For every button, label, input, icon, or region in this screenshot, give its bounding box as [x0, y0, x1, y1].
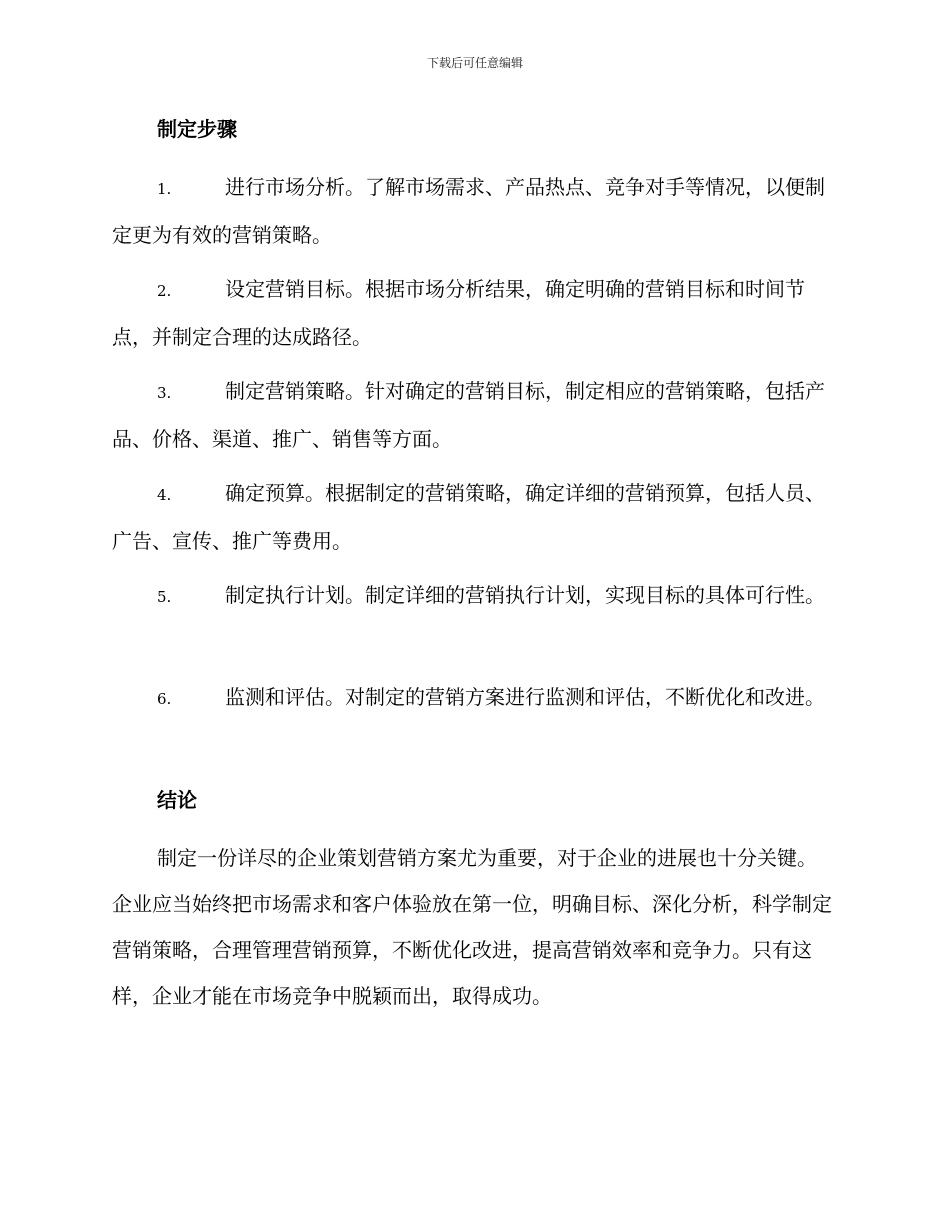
list-item-number: 3. — [157, 384, 172, 402]
list-item-number: 4. — [157, 486, 172, 504]
list-item-number: 2. — [157, 282, 172, 300]
list-item-text: 制定营销策略。针对确定的营销目标，制定相应的营销策略，包括产品、价格、渠道、推广、销售等方面。 — [112, 379, 825, 451]
conclusion-paragraph: 制定一份详尽的企业策划营销方案尤为重要，对于企业的进展也十分关键。企业应当始终把市场需求和客户体验放在第一位，明确目标、深化分析，科学制定营销策略，合理管理营销预算，不断优化改进，提高营销效率和竞争力。只有这样，企业才能在市场竞争中脱颖而出，取得成功。 — [112, 846, 832, 1008]
list-item-text: 进行市场分析。了解市场需求、产品热点、竞争对手等情况，以便制定更为有效的营销策略。 — [112, 175, 825, 247]
list-item-number: 1. — [157, 180, 172, 198]
list-item — [112, 470, 834, 564]
list-item-text: 确定预算。根据制定的营销策略，确定详细的营销预算，包括人员、广告、宣传、推广等费用。 — [112, 481, 825, 553]
section-heading-conclusion: 结论 — [157, 788, 197, 812]
page-header: 下载后可任意编辑 — [426, 56, 523, 70]
list-item — [112, 572, 834, 620]
list-item-number: 6. — [157, 690, 172, 708]
list-item — [112, 674, 834, 722]
list-item-number: 5. — [157, 588, 172, 606]
list-item-text: 制定执行计划。制定详细的营销执行计划，实现目标的具体可行性。 — [225, 583, 825, 607]
list-item — [112, 368, 834, 462]
list-item-text: 设定营销目标。根据市场分析结果，确定明确的营销目标和时间节点，并制定合理的达成路径。 — [112, 277, 805, 349]
list-item — [112, 164, 834, 258]
list-item-text: 监测和评估。对制定的营销方案进行监测和评估，不断优化和改进。 — [225, 685, 825, 709]
list-item — [112, 266, 834, 360]
section-heading-steps: 制定步骤 — [157, 117, 237, 141]
